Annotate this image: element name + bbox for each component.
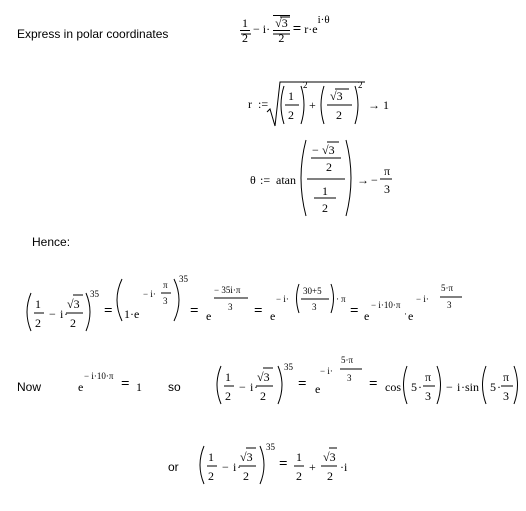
intro-label: Express in polar coordinates [17, 27, 169, 41]
so-label: so [168, 380, 181, 394]
hence-label: Hence: [32, 235, 71, 249]
now-label: Now [17, 380, 42, 394]
or-label: or [168, 460, 179, 474]
equation-polar-form: $\frac{1}{2}$ − i· $\frac{√3}{2}$ = r·ei·θ [242, 13, 330, 45]
